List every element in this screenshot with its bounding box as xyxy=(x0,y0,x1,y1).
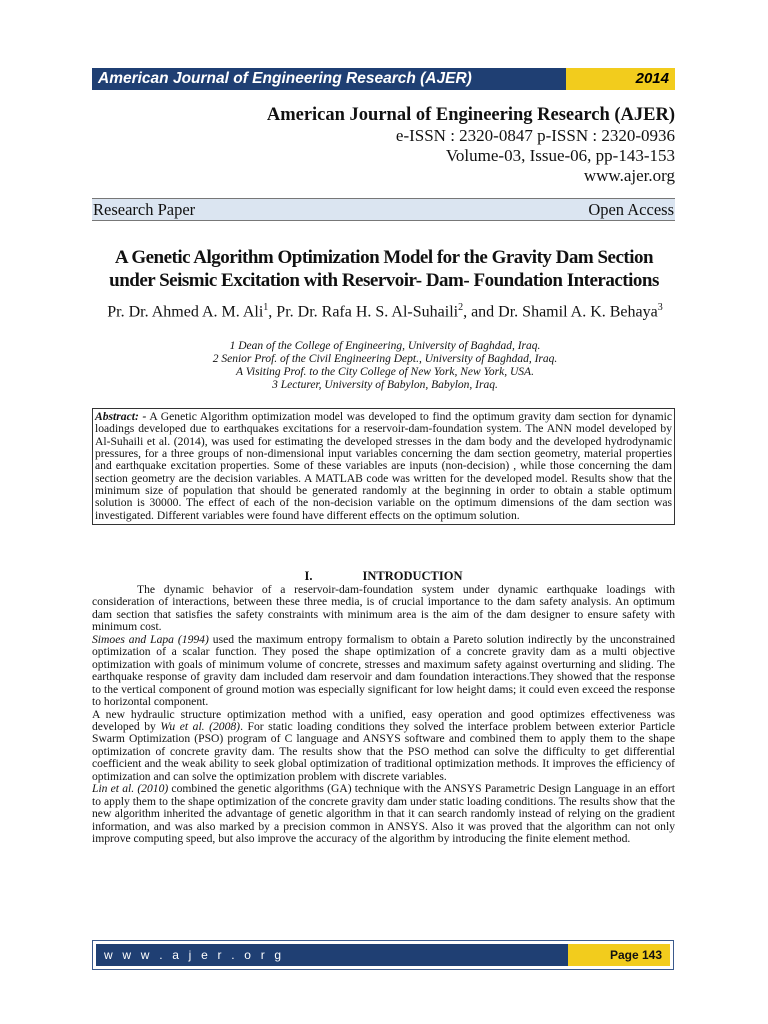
paragraph-text: combined the genetic algorithms (GA) technique with the ANSYS Parametric Design Language in an effort to apply them to the shape optimization of the concrete gravity dam under static loading conditions. The results show that the new algorithm inherited the advantage of genetic algorithm in that it can search randomly instead of relying on the gradient information, and was also marked by a precision common in ANSYS. Also it was proved that the algorithm can not only improve computing speed, but also improve the accuracy of the algorithm by introducing the finite element method. xyxy=(92,782,675,846)
abstract-text: A Genetic Algorithm optimization model was developed to find the optimum gravity dam section for dynamic loadings developed due to earthquakes excitations for a reservoir-dam-foundation system. The ANN model developed by Al-Suhaili et al. (2014), was used for estimating the developed stresses in the dam body and the developed hydrodynamic pressures, for a three groups of non-dimensional input variables concerning the dam section geometry, material properties and earthquake excitation properties. Some of these variables are inputs (non-decision) , while those concerning the dam section geometry are the decision variables. A MATLAB code was written for the developed model. Results show that the minimum size of population that should be generated randomly at the beginning in order to obtain a stable optimum solution is 30000. The effect of each of the non-decision variable on the optimum dimensions of the dam section was investigated. Different variables were found have different effects on the optimum solution. xyxy=(95,410,672,522)
year-banner: 2014 xyxy=(566,68,675,90)
citation: Simoes and Lapa (1994) xyxy=(92,632,209,646)
paragraph xyxy=(92,584,675,634)
title-line: under Seismic Excitation with Reservoir- Dam- Foundation Interactions xyxy=(109,270,659,291)
section-heading xyxy=(92,569,675,584)
author-name: , and Dr. Shamil A. K. Behaya xyxy=(463,303,658,321)
masthead-title: American Journal of Engineering Research (AJER) xyxy=(266,105,675,125)
author-name: Pr. Dr. Ahmed A. M. Ali xyxy=(107,303,264,321)
abstract-box xyxy=(92,408,675,525)
paper-title xyxy=(80,246,688,292)
section-title: INTRODUCTION xyxy=(362,569,463,583)
journal-header-bar xyxy=(92,68,675,90)
paragraph-text: used the maximum entropy formalism to obtain a Pareto solution indirectly by the unconstrained optimization of a scalar function. They posed the shape optimization of a concrete gravity dam as a multi objective optimization with goals of minimum volume of concrete, stresses and maximum safety against overturning and sliding. The earthquake response of gravity dam included dam reservoir and dam foundation interactions.They showed that the response to the vertical component of ground motion was especially significant for low height dams; it could even exceed the response to horizontal component. xyxy=(92,632,675,709)
affiliation-line: A Visiting Prof. to the City College of New York, New York, USA. xyxy=(236,366,534,378)
section-number: I. xyxy=(304,569,313,583)
masthead-issn: e-ISSN : 2320-0847 p-ISSN : 2320-0936 xyxy=(395,126,675,145)
masthead-url[interactable]: www.ajer.org xyxy=(583,166,675,185)
abstract-label: Abstract: - xyxy=(95,410,147,423)
paper-type-label: Research Paper xyxy=(93,200,196,219)
title-line: A Genetic Algorithm Optimization Model for the Gravity Dam Section xyxy=(114,247,654,268)
citation: Wu et al. (2008) xyxy=(160,719,241,733)
footer-url[interactable]: w w w . a j e r . o r g xyxy=(96,944,568,966)
journal-name-banner: American Journal of Engineering Research (AJER) xyxy=(92,68,566,90)
access-label: Open Access xyxy=(588,200,674,219)
page-footer xyxy=(92,940,674,970)
paragraph-text: A new hydraulic structure optimization method with a unified, easy operation and good optimizes effectiveness was developed by xyxy=(92,707,675,733)
paragraph xyxy=(92,709,675,784)
affiliation-line: 3 Lecturer, University of Babylon, Babylon, Iraq. xyxy=(272,379,498,391)
masthead xyxy=(267,104,675,186)
paragraph xyxy=(92,783,675,845)
masthead-volume: Volume-03, Issue-06, pp-143-153 xyxy=(445,146,675,165)
author-list xyxy=(90,298,680,322)
affiliation-marker: 2 xyxy=(458,302,464,313)
paragraph-text: The dynamic behavior of a reservoir-dam-foundation system under dynamic earthquake loadings with consideration of interactions, between these three media, is of crucial importance to the dam safety analysis. An optimum dam section that satisfies the safety constraints with minimum area is the aim of the dam designer to ensure safety with minimum cost. xyxy=(92,583,675,634)
body-text xyxy=(92,584,675,846)
affiliation-line: 1 Dean of the College of Engineering, University of Baghdad, Iraq. xyxy=(229,340,541,352)
paragraph xyxy=(92,634,675,709)
affiliation-marker: 3 xyxy=(657,302,663,313)
affiliation-line: 2 Senior Prof. of the Civil Engineering Dept., University of Baghdad, Iraq. xyxy=(212,353,558,365)
paper-type-bar xyxy=(92,198,675,221)
citation: Lin et al. (2010) xyxy=(92,782,169,796)
affiliations xyxy=(90,340,680,392)
affiliation-marker: 1 xyxy=(263,302,269,313)
author-name: , Pr. Dr. Rafa H. S. Al-Suhaili xyxy=(268,303,459,321)
paragraph-text: . For static loading conditions they solved the interface problem between exterior Particle Swarm Optimization (PSO) program of C language and ANSYS software and combined them to apply them to the shape optimization of concrete gravity dam. The results show that the PSO method can solve the difficulty to get differential coefficient and the weak ability to seek global optimization of traditional optimization methods. It improves the efficiency of optimization and can solve the optimization problem with discrete variables. xyxy=(92,719,675,783)
page-number: Page 143 xyxy=(568,944,670,966)
